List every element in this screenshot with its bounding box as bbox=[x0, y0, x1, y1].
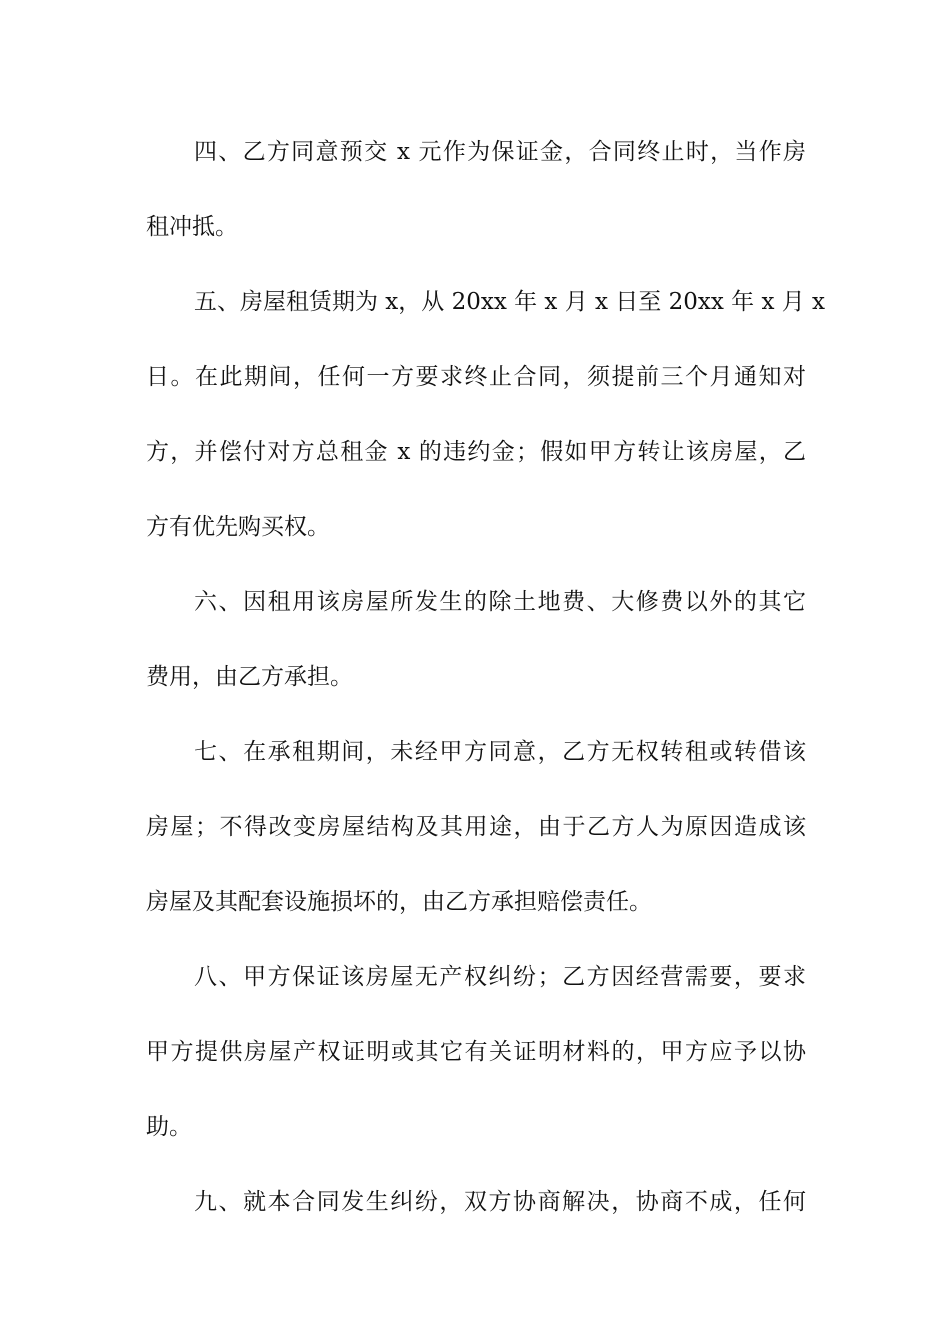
clause-7-line-2: 房屋；不得改变房屋结构及其用途，由于乙方人为原因造成该 bbox=[146, 814, 806, 840]
clause-4-line-2: 租冲抵。 bbox=[146, 214, 238, 240]
clause-5-line-2: 日。在此期间，任何一方要求终止合同，须提前三个月通知对 bbox=[146, 364, 806, 390]
clause-5-line-1: 五、房屋租赁期为 x，从 20xx 年 x 月 x 日至 20xx 年 x 月 x bbox=[194, 289, 826, 315]
clause-8-line-3: 助。 bbox=[146, 1114, 192, 1140]
clause-7-line-3: 房屋及其配套设施损坏的，由乙方承担赔偿责任。 bbox=[146, 889, 652, 915]
clause-5-line-3: 方，并偿付对方总租金 x 的违约金；假如甲方转让该房屋，乙 bbox=[146, 439, 806, 465]
clause-4-line-1: 四、乙方同意预交 x 元作为保证金，合同终止时，当作房 bbox=[194, 139, 806, 165]
clause-6-line-1: 六、因租用该房屋所发生的除土地费、大修费以外的其它 bbox=[194, 589, 806, 615]
clause-8-line-1: 八、甲方保证该房屋无产权纠纷；乙方因经营需要，要求 bbox=[194, 964, 806, 990]
clause-9-line-1: 九、就本合同发生纠纷，双方协商解决，协商不成，任何 bbox=[194, 1189, 806, 1215]
clause-6-line-2: 费用，由乙方承担。 bbox=[146, 664, 353, 690]
clause-7-line-1: 七、在承租期间，未经甲方同意，乙方无权转租或转借该 bbox=[194, 739, 806, 765]
clause-5-line-4: 方有优先购买权。 bbox=[146, 514, 330, 540]
clause-8-line-2: 甲方提供房屋产权证明或其它有关证明材料的，甲方应予以协 bbox=[146, 1039, 806, 1065]
